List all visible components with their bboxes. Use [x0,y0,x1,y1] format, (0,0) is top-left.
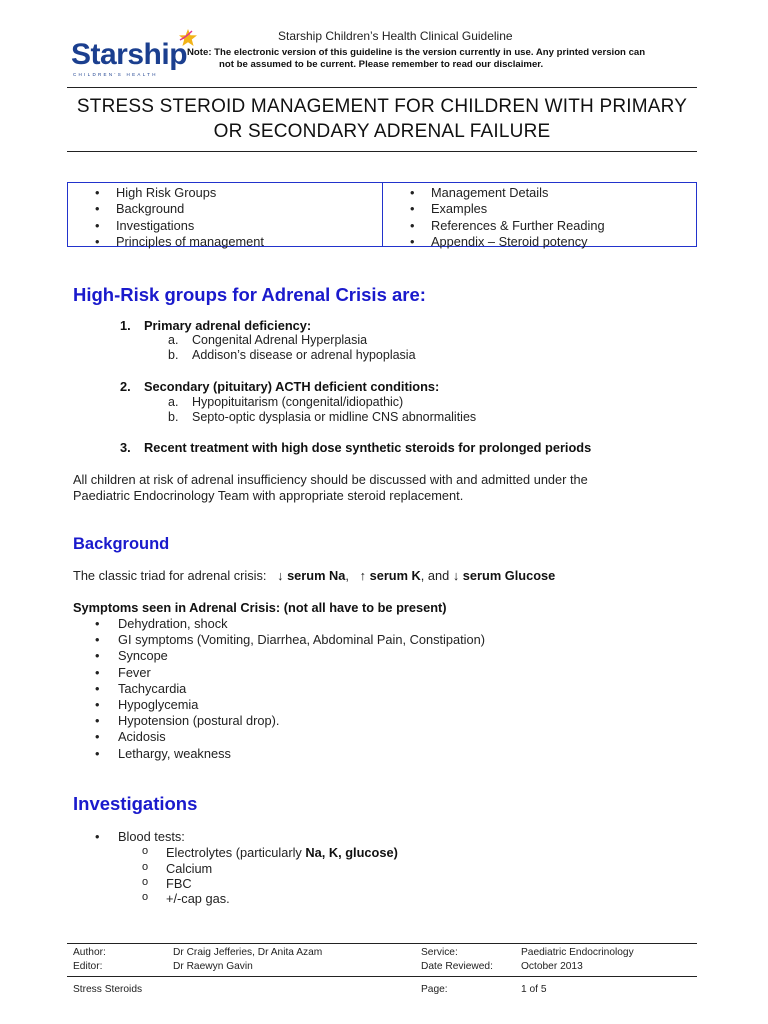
note-line-1: Note: The electronic version of this guideline is the version currently in use. Any printed version can [187,47,646,58]
guideline-header: Starship Children’s Health Clinical Guideline [278,29,513,43]
sub-item [168,395,403,409]
editor-label: Editor: [73,961,103,972]
investigation-sub-item [166,845,398,860]
item-title: Primary adrenal deficiency: [144,318,312,333]
sub-item [168,333,367,347]
high-risk-heading: High-Risk groups for Adrenal Crisis are: [73,284,426,305]
contents-right-column [382,183,696,250]
symptom-item: • Syncope [118,648,168,663]
numbered-item-2 [120,379,439,394]
title-bottom-rule [67,151,697,152]
triad-glucose: ↓ serum Glucose [452,568,556,583]
sub-text: Congenital Adrenal Hyperplasia [192,333,368,347]
electrolytes-bold: Na, K, glucose) [305,845,398,860]
item-number: 3. [120,440,131,455]
sub-text: Addison’s disease or adrenal hypoplasia [192,348,416,362]
symptom-item: • Hypotension (postural drop). [118,713,279,728]
sub-label: b. [168,410,179,424]
triad-line [73,568,693,584]
triad-potassium: ↑ serum K [359,568,421,583]
sub-item [168,348,416,362]
numbered-item-3 [120,440,591,455]
author-label: Author: [73,947,106,958]
logo-text: Starship [71,38,188,71]
title-line-2: OR SECONDARY ADRENAL FAILURE [213,121,551,142]
service-value: Paediatric Endocrinology [521,947,634,958]
investigation-sub-item: o FBC [166,876,192,891]
contents-table [67,182,697,250]
contents-item[interactable]: • Background [68,201,382,217]
sub-text: Hypopituitarism (congenital/idiopathic) [192,395,404,409]
disclaimer-note [187,47,707,71]
triad-prefix: The classic triad for adrenal crisis: [73,568,278,583]
symptom-item: • GI symptoms (Vomiting, Diarrhea, Abdominal Pain, Constipation) [118,632,485,647]
triad-sep: , and [420,568,453,583]
referral-paragraph [73,472,693,504]
title-line-1: STRESS STEROID MANAGEMENT FOR CHILDREN WITH PRIMARY [76,96,688,117]
note-line-2: not be assumed to be current. Please remember to read our disclaimer. [219,59,544,70]
editor-value: Dr Raewyn Gavin [173,961,253,972]
item-title: Recent treatment with high dose synthetic steroids for prolonged periods [144,440,592,455]
symptom-item: • Acidosis [118,729,166,744]
symptom-item: • Dehydration, shock [118,616,228,631]
reviewed-label: Date Reviewed: [421,961,493,972]
blood-tests-item: • Blood tests: [118,829,185,844]
contents-item[interactable]: • Management Details [383,185,696,201]
para-line-2: Paediatric Endocrinology Team with appropriate steroid replacement. [73,488,464,503]
triad-sodium: ↓ serum Na [277,568,346,583]
document-label: Stress Steroids [73,984,143,995]
investigations-heading: Investigations [73,793,198,814]
sub-text: Septo-optic dysplasia or midline CNS abnormalities [192,410,477,424]
service-label: Service: [421,947,458,958]
triad-sep: , [345,568,360,583]
contents-item[interactable]: • References & Further Reading [383,218,696,234]
numbered-item-1 [120,318,311,333]
page-number: 1 of 5 [521,984,547,995]
logo-tagline: CHILDREN’S HEALTH [73,72,158,77]
footer-rule [67,943,697,944]
star-icon [178,28,198,48]
symptom-item: • Tachycardia [118,681,186,696]
contents-item[interactable]: • Examples [383,201,696,217]
contents-item[interactable]: • High Risk Groups [68,185,382,201]
item-title: Secondary (pituitary) ACTH deficient conditions: [144,379,440,394]
electrolytes-text: Electrolytes (particularly [166,845,306,860]
sub-label: b. [168,348,179,362]
author-value: Dr Craig Jefferies, Dr Anita Azam [173,947,323,958]
background-heading: Background [73,535,170,553]
symptom-item: • Hypoglycemia [118,697,198,712]
contents-item[interactable]: • Principles of management [68,234,382,250]
item-number: 2. [120,379,131,394]
symptoms-heading: Symptoms seen in Adrenal Crisis: (not all have to be present) [73,600,447,615]
sub-item [168,410,476,424]
symptom-item: • Lethargy, weakness [118,746,231,761]
item-number: 1. [120,318,131,333]
contents-left-column [68,183,382,250]
investigation-sub-item: o Calcium [166,861,212,876]
footer-rule [67,976,697,977]
para-line-1: All children at risk of adrenal insufficiency should be discussed with and admitted under the [73,472,588,487]
contents-item[interactable]: • Appendix – Steroid potency [383,234,696,250]
symptom-item: • Fever [118,665,151,680]
title-top-rule [67,87,697,88]
reviewed-value: October 2013 [521,961,583,972]
page-label: Page: [421,984,448,995]
investigation-sub-item: o +/-cap gas. [166,891,230,906]
page-title [67,94,697,144]
sub-label: a. [168,395,179,409]
sub-label: a. [168,333,179,347]
contents-item[interactable]: • Investigations [68,218,382,234]
